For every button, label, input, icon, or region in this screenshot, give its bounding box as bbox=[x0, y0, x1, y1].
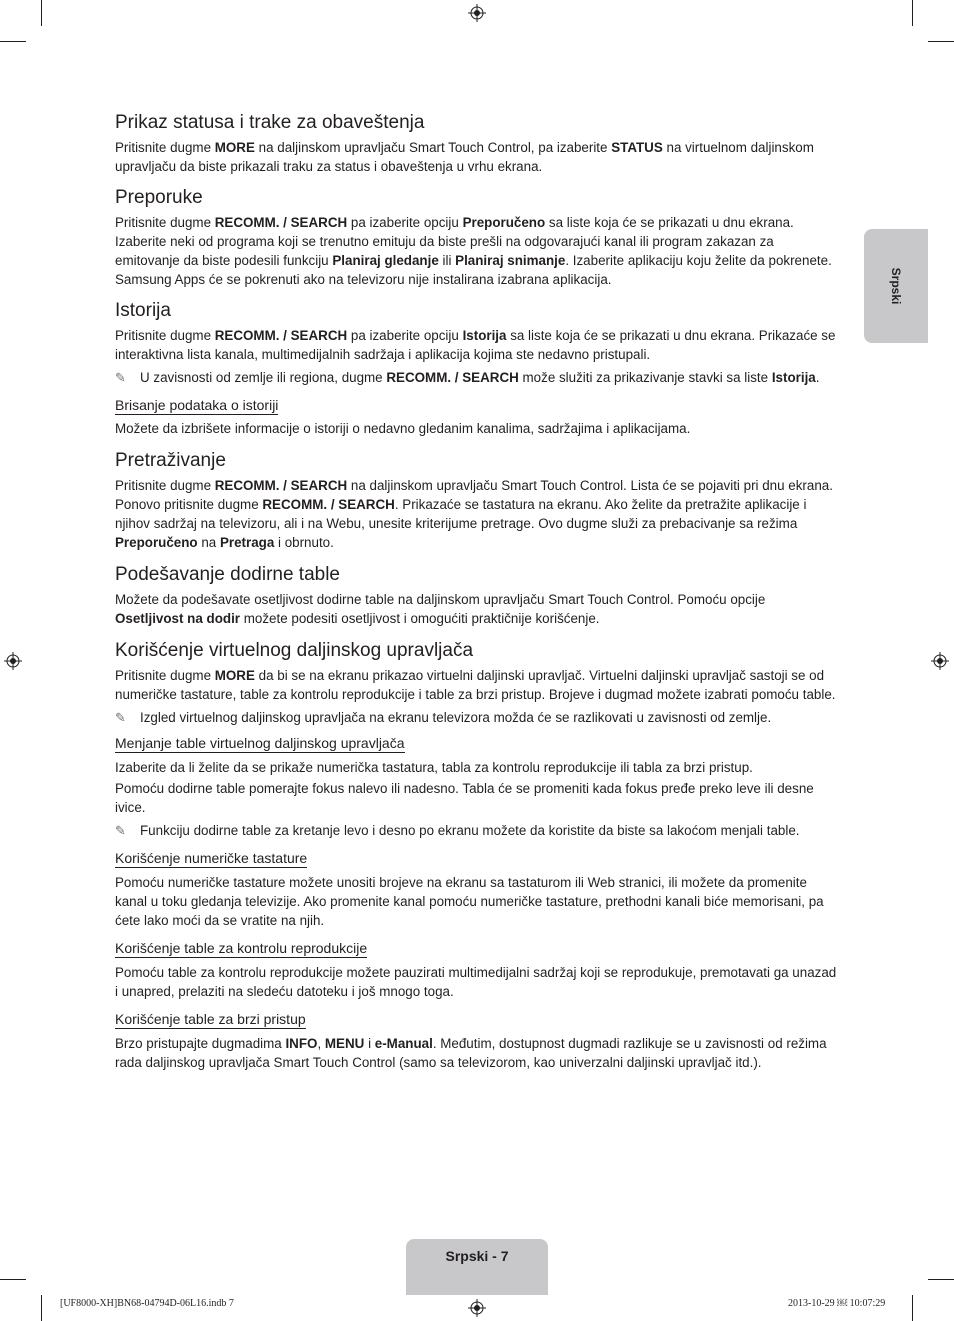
section-title: Pretraživanje bbox=[115, 450, 226, 471]
section-paragraph: Pritisnite dugme RECOMM. / SEARCH pa izaberite opciju Preporučeno sa liste koja će se prikazati u dnu ekrana. Izaberite neki od programa koji se trenutno emituju da biste prešli na odgovarajući kanal ili program zakazan za emitovanje da biste podesili funkciju Planiraj gledanje ili Planiraj snimanje. Izaberite aplikaciju koju želite da pokrenete. Samsung Apps će se pokrenuti ako na televizoru nije instalirana izabrana aplikacija. bbox=[115, 215, 832, 287]
subsection-title: Menjanje table virtuelnog daljinskog upravljača bbox=[115, 735, 405, 751]
section-title: Korišćenje virtuelnog daljinskog upravljača bbox=[115, 640, 474, 661]
note: ✎ U zavisnosti od zemlje ili regiona, dugme RECOMM. / SEARCH može služiti za prikazivanje stavki sa liste Istorija. bbox=[115, 370, 820, 385]
section-paragraph: Pritisnite dugme MORE na daljinskom upravljaču Smart Touch Control, pa izaberite STATUS na virtuelnom daljinskom upravljaču da biste prikazali traku za status i obaveštenja u vrhu ekrana. bbox=[115, 140, 814, 174]
subsection-paragraph: Pomoću dodirne table pomerajte fokus nalevo ili nadesno. Tabla će se promeniti kada fokus pređe preko leve ili desne ivice. bbox=[115, 781, 814, 815]
section-paragraph: Pritisnite dugme RECOMM. / SEARCH pa izaberite opciju Istorija sa liste koja će se prikazati u dnu ekrana. Prikazaće se interaktivna lista kanala, multimedijalnih sadržaja i aplikacija kojima ste nedavno pristupali. bbox=[115, 328, 836, 362]
section-title: Preporuke bbox=[115, 187, 203, 208]
subsection-title: Korišćenje table za kontrolu reprodukcije bbox=[115, 940, 368, 956]
crop-mark bbox=[0, 1279, 26, 1280]
language-side-tab-label: Srpski bbox=[889, 267, 903, 305]
section-title: Podešavanje dodirne table bbox=[115, 564, 341, 585]
crop-mark bbox=[928, 1279, 954, 1280]
crop-mark bbox=[0, 41, 26, 42]
footer-file-info: [UF8000-XH]BN68-04794D-06L16.indb 7 bbox=[60, 1298, 234, 1309]
page-number-tab bbox=[406, 1239, 548, 1295]
page-number: Srpski - 7 bbox=[445, 1248, 509, 1264]
pencil-note-icon: ✎ bbox=[115, 823, 126, 838]
subsection-paragraph: Možete da izbrišete informacije o istoriji o nedavno gledanim kanalima, sadržajima i aplikacijama. bbox=[115, 421, 691, 436]
crop-mark bbox=[912, 0, 913, 26]
registration-mark-icon bbox=[468, 4, 486, 22]
pencil-note-icon: ✎ bbox=[115, 370, 126, 385]
subsection-title: Korišćenje table za brzi pristup bbox=[115, 1011, 306, 1027]
crop-mark bbox=[928, 41, 954, 42]
section-title: Istorija bbox=[115, 300, 171, 321]
section-paragraph: Možete da podešavate osetljivost dodirne table na daljinskom upravljaču Smart Touch Control. Pomoću opcije Osetljivost na dodir možete podesiti osetljivost i omogućiti praktičnije korišćenje. bbox=[115, 592, 766, 626]
subsection-title: Brisanje podataka o istoriji bbox=[115, 397, 279, 413]
registration-mark-icon bbox=[468, 1299, 486, 1317]
crop-mark bbox=[41, 0, 42, 26]
section-paragraph: Pritisnite dugme MORE da bi se na ekranu prikazao virtuelni daljinski upravljač. Virtuelni daljinski upravljač sastoji se od numeričke tastature, table za kontrolu reprodukcije i table za brzi pristup. Brojeve i dugmad možete izabrati pomoću table. bbox=[115, 668, 836, 702]
page-content bbox=[115, 111, 837, 1072]
crop-mark bbox=[41, 1295, 42, 1321]
subsection-paragraph: Pomoću table za kontrolu reprodukcije možete pauzirati multimedijalni sadržaj koji se reprodukuje, premotavati ga unazad i unapred, prelaziti na sledeću datoteku i još mnogo toga. bbox=[115, 965, 837, 999]
subsection-title: Korišćenje numeričke tastature bbox=[115, 850, 308, 866]
registration-mark-icon bbox=[931, 652, 949, 670]
subsection-paragraph: Brzo pristupajte dugmadima INFO, MENU i e-Manual. Međutim, dostupnost dugmadi razlikuje se u zavisnosti od režima rada daljinskog upravljača Smart Touch Control (samo sa televizorom, kao univerzalni daljinski upravljač itd.). bbox=[115, 1036, 827, 1070]
pencil-note-icon: ✎ bbox=[115, 710, 126, 725]
section-title: Prikaz statusa i trake za obaveštenja bbox=[115, 112, 425, 133]
registration-mark-icon bbox=[4, 652, 22, 670]
subsection-paragraph: Izaberite da li želite da se prikaže numerička tastatura, tabla za kontrolu reprodukcije ili tabla za brzi pristup. bbox=[115, 760, 753, 775]
section-paragraph: Pritisnite dugme RECOMM. / SEARCH na daljinskom upravljaču Smart Touch Control. Lista će se pojaviti pri dnu ekrana. Ponovo pritisnite dugme RECOMM. / SEARCH. Prikazaće se tastatura na ekranu. Ako želite da pretražite aplikacije i njihov sadržaj na televizoru, ali i na Webu, unesite kriterijume pretrage. Ovo dugme služi za prebacivanje sa režima Preporučeno na Pretraga i obrnuto. bbox=[115, 478, 833, 550]
subsection-paragraph: Pomoću numeričke tastature možete unositi brojeve na ekranu sa tastaturom ili Web stranici, ili možete da promenite kanal u toku gledanja televizije. Ako promenite kanal pomoću numeričke tastature, prethodni kanali biće memorisani, pa ćete lako moći da se vratite na njih. bbox=[115, 875, 824, 928]
note: ✎ Funkciju dodirne table za kretanje levo i desno po ekranu možete da koristite da biste sa lakoćom menjali table. bbox=[115, 823, 800, 838]
footer-timestamp: 2013-10-29 ￼ 10:07:29 bbox=[788, 1298, 886, 1309]
language-side-tab bbox=[864, 229, 928, 343]
crop-mark bbox=[912, 1295, 913, 1321]
note: ✎ Izgled virtuelnog daljinskog upravljača na ekranu televizora možda će se razlikovati u zavisnosti od zemlje. bbox=[115, 710, 772, 725]
